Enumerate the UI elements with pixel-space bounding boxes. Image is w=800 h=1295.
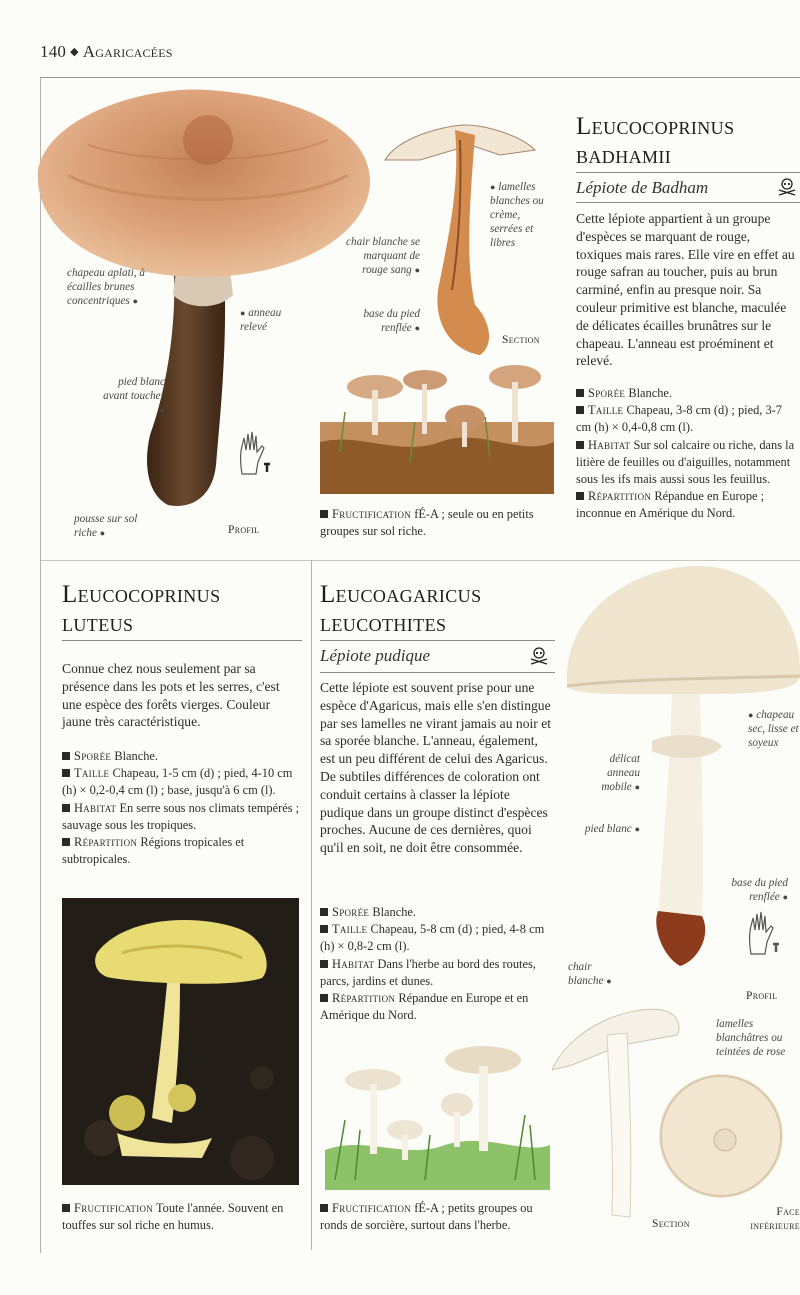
label-section: Section: [502, 334, 540, 346]
leucothites-common-rule: [320, 672, 555, 673]
annotation-chair-leucothites: chair blanche ●: [568, 961, 612, 987]
badhamii-title-rule: [576, 172, 800, 173]
square-bullet-icon: [320, 994, 328, 1002]
annotation-base: base du pied renflée ●: [363, 308, 420, 334]
fact-repartition: Répartition Régions tropicales et subtropicales.: [62, 835, 245, 867]
square-bullet-icon: [576, 441, 584, 449]
fact-taille: Taille Chapeau, 1-5 cm (d) ; pied, 4-10 cm (h) × 0,2-0,4 cm (l) ; base, jusqu'à 6 cm (l).: [62, 766, 293, 798]
badhamii-fructification: Fructification fÉ-A ; seule ou en petits groupes sur sol riche.: [320, 507, 534, 539]
badhamii-common-rule: [576, 202, 800, 203]
annotation-anneau-leucothites: délicat anneau mobile ●: [601, 753, 640, 793]
leucothites-common-name: Lépiote pudique: [320, 646, 431, 665]
square-bullet-icon: [576, 492, 584, 500]
annotation-lamelles: ● lamelles blanches ou crème, serrées et libres: [490, 181, 544, 249]
luteus-title-rule: [62, 640, 302, 641]
badhamii-title: Leucocoprinus badhamii: [576, 113, 735, 169]
annotation-pied: pied blanc avant toucher ●: [103, 376, 165, 415]
square-bullet-icon: [62, 804, 70, 812]
hand-touch-icon: [236, 430, 270, 476]
leucothites-underside-illustration: [655, 1070, 787, 1202]
hand-touch-icon: [745, 910, 779, 956]
label-face-inferieure: Face inférieure: [750, 1206, 800, 1232]
fact-habitat: Habitat En serre sous nos climats tempérés ; sauvage sous les tropiques.: [62, 800, 300, 832]
leucothites-title: Leucoagaricus leucothites: [320, 581, 482, 637]
annotation-chapeau-leucothites: ● chapeau sec, lisse et soyeux: [748, 709, 799, 749]
annotation-chair: chair blanche se marquant de rouge sang ●: [346, 236, 420, 276]
annotation-pied-leucothites: pied blanc ●: [584, 823, 640, 835]
annotation-pousse: pousse sur sol riche ●: [74, 513, 138, 539]
annotation-chapeau: chapeau aplati, à écailles brunes concentriques ●: [67, 267, 145, 307]
skull-crossbones-icon: [776, 176, 798, 196]
column-divider: [311, 560, 312, 1250]
square-bullet-icon: [320, 925, 328, 933]
leucothites-description: Cette lépiote est souvent prise pour une espèce d'Agaricus, mais elle s'en distingue par ses lamelles ne virant jamais au noir et sa sporée blanche. L'anneau, également, est un peu différent de celui des Agaricus. De subtiles différences de coloration ont conduit certains à classer la lépiote pudique dans un groupe distinct d'espèces proches. Aucune de ces dernières, quoi qu'il en soit, ne doit être consommée.: [320, 680, 552, 856]
annotation-lamelles-leucothites: lamelles blanchâtres ou teintées de rose: [716, 1018, 786, 1058]
square-bullet-icon: [320, 960, 328, 968]
luteus-description: Connue chez nous seulement par sa présence dans les pots et les serres, c'est une espèce des forêts vierges. Couleur jaune très caractéristique.: [62, 661, 280, 730]
skull-crossbones-icon: [528, 645, 550, 665]
page-header: [40, 42, 173, 62]
badhamii-habitat-illustration: [320, 362, 554, 494]
fact-repartition: Répartition Répandue en Europe ; inconnue en Amérique du Nord.: [576, 489, 765, 521]
badhamii-description: Cette lépiote appartient à un groupe d'espèces se marquant de rouge, toxiques mais rares. Elle vire en effet au rouge safran au toucher, puis au brun carminé, enfin au presque noir. Sa couleur primitive est blanche, maculée de délicates écailles brunâtres sur le chapeau. L'anneau est proéminent et relevé.: [576, 211, 795, 369]
fact-habitat: Habitat Dans l'herbe au bord des routes, parcs, jardins et dunes.: [320, 956, 536, 988]
badhamii-common-name: Lépiote de Badham: [576, 178, 709, 197]
luteus-fructification: Fructification Toute l'année. Souvent en touffes sur sol riche en humus.: [62, 1201, 284, 1233]
middle-rule: [40, 560, 800, 561]
square-bullet-icon: [62, 838, 70, 846]
leucothites-fructification: Fructification fÉ-A ; petits groupes ou ronds de sorcière, surtout dans l'herbe.: [320, 1201, 533, 1233]
square-bullet-icon: [320, 1204, 328, 1212]
fact-habitat: Habitat Sur sol calcaire ou riche, dans la litière de feuilles ou d'aiguilles, notamment sous les ifs mais aussi sous les feuillus.: [576, 437, 795, 487]
square-bullet-icon: [62, 769, 70, 777]
label-section-leucothites: Section: [652, 1218, 690, 1230]
fact-sporee: Sporée Blanche.: [62, 748, 302, 765]
leucothites-habitat-illustration: [325, 1040, 550, 1190]
header-rule: [40, 77, 800, 78]
label-profil: Profil: [228, 524, 260, 536]
square-bullet-icon: [62, 752, 70, 760]
fact-sporee: Sporée Blanche.: [320, 904, 555, 921]
page-number: 140: [40, 42, 67, 61]
square-bullet-icon: [576, 406, 584, 414]
leucothites-title-rule: [320, 640, 555, 641]
badhamii-facts: [576, 385, 798, 523]
square-bullet-icon: [320, 908, 328, 916]
fact-taille: Taille Chapeau, 3-8 cm (d) ; pied, 3-7 cm (h) × 0,4-0,8 cm (l).: [576, 403, 782, 435]
diamond-icon: ◆: [70, 46, 79, 58]
leucothites-facts: [320, 904, 555, 1024]
luteus-facts: [62, 748, 302, 868]
section-title: Agaricacées: [82, 42, 173, 61]
square-bullet-icon: [576, 389, 584, 397]
square-bullet-icon: [62, 1204, 70, 1212]
annotation-anneau: ● anneau relevé: [240, 307, 282, 333]
luteus-title: Leucocoprinus luteus: [62, 581, 221, 637]
fact-repartition: Répartition Répandue en Europe et en Amérique du Nord.: [320, 991, 529, 1023]
fact-sporee: Sporée Blanche.: [576, 385, 798, 402]
square-bullet-icon: [320, 510, 328, 518]
annotation-base-leucothites: base du pied renflée ●: [731, 877, 788, 903]
luteus-photo: [62, 898, 299, 1185]
label-profil-leucothites: Profil: [746, 990, 778, 1002]
fact-taille: Taille Chapeau, 5-8 cm (d) ; pied, 4-8 cm (h) × 0,8-2 cm (l).: [320, 922, 545, 954]
